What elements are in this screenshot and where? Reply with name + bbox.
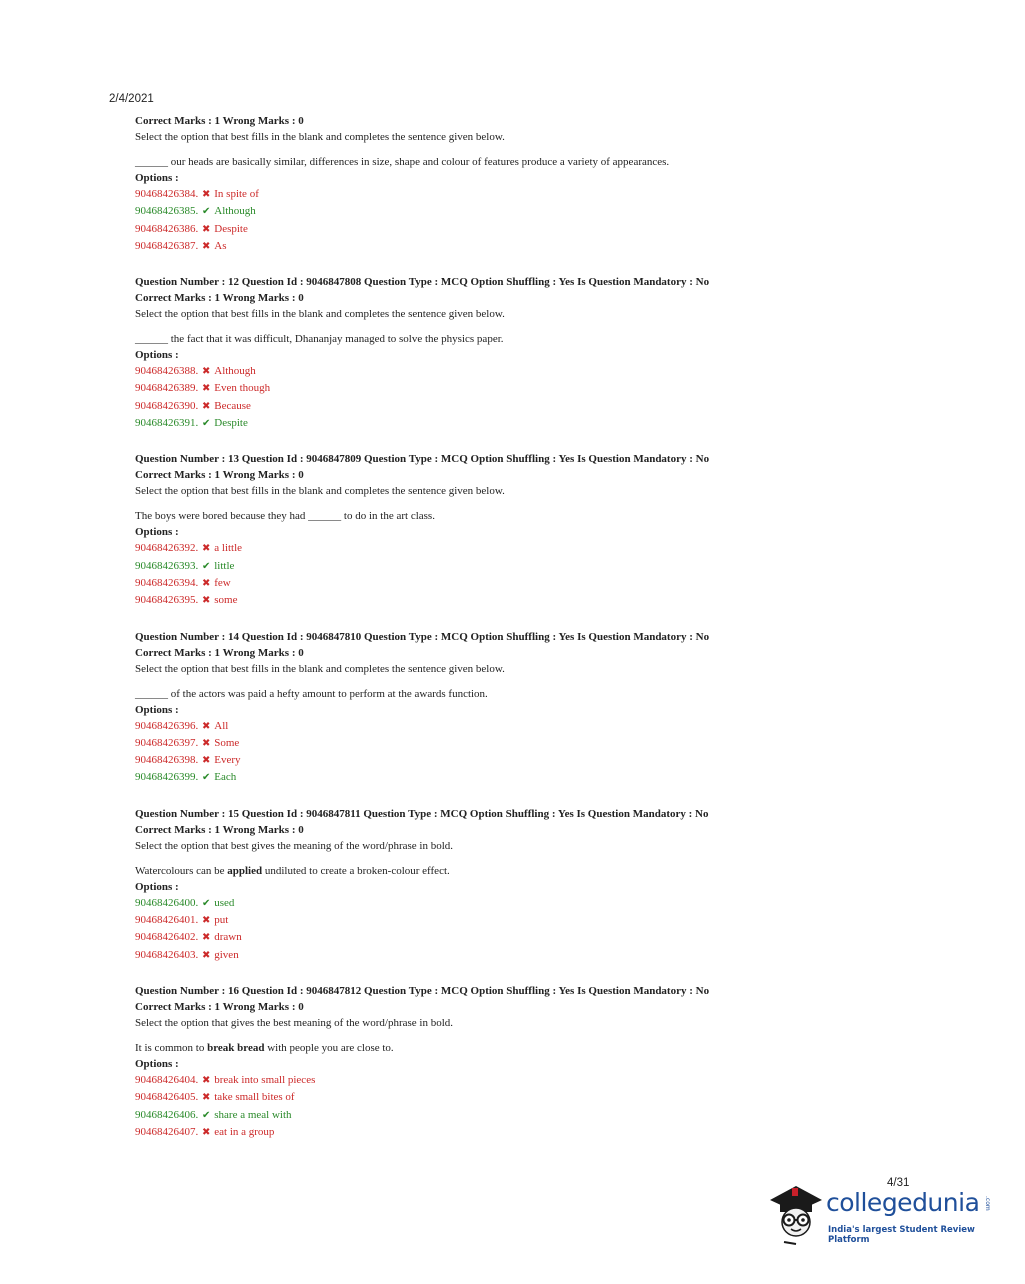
option-text: Despite	[214, 417, 248, 430]
options-label: Options :	[135, 703, 179, 716]
options-label: Options :	[135, 349, 179, 362]
option-row	[135, 735, 775, 752]
option-row	[135, 929, 775, 946]
option-text: few	[214, 576, 231, 589]
question-text	[135, 1040, 775, 1056]
check-icon: ✔	[202, 772, 211, 784]
question-text	[135, 863, 775, 879]
option-id: 90468426395.	[135, 594, 199, 607]
option-row	[135, 558, 775, 575]
option-row	[135, 895, 775, 912]
option-id: 90468426397.	[135, 736, 199, 749]
mascot-icon	[766, 1178, 826, 1248]
option-id: 90468426396.	[135, 719, 199, 732]
option-row	[135, 1124, 775, 1141]
instruction-line: Select the option that best fills in the blank and completes the sentence given below.	[135, 485, 505, 498]
option-row	[135, 186, 775, 203]
cross-icon: ✖	[202, 383, 211, 395]
option-row	[135, 363, 775, 380]
cross-icon: ✖	[202, 366, 211, 378]
question-text: ______ our heads are basically similar, differences in size, shape and colour of features produce a variety of appearances.	[135, 156, 670, 168]
instruction-line: Select the option that gives the best meaning of the word/phrase in bold.	[135, 1016, 454, 1029]
option-text: drawn	[214, 931, 242, 944]
option-row	[135, 380, 775, 397]
option-id: 90468426399.	[135, 771, 199, 784]
option-text: take small bites of	[214, 1091, 295, 1104]
cross-icon: ✖	[202, 1126, 211, 1138]
option-text: used	[214, 896, 235, 909]
options-list	[135, 186, 775, 255]
question-text-part: undiluted to create a broken-colour effect.	[262, 864, 450, 877]
option-row	[135, 912, 775, 929]
option-row	[135, 718, 775, 735]
question-text	[135, 508, 775, 524]
option-text: break into small pieces	[214, 1073, 316, 1086]
question-block	[135, 806, 775, 964]
logo-dotcom: .com	[984, 1196, 991, 1211]
option-text: Every	[214, 754, 241, 767]
option-id: 90468426401.	[135, 914, 199, 927]
instruction-line: Select the option that best fills in the blank and completes the sentence given below.	[135, 308, 505, 321]
cross-icon: ✖	[202, 240, 211, 252]
option-id: 90468426407.	[135, 1125, 199, 1138]
marks-line: Correct Marks : 1 Wrong Marks : 0	[135, 1000, 304, 1013]
option-id: 90468426393.	[135, 559, 199, 572]
option-text: Because	[214, 399, 251, 412]
option-text: Each	[214, 771, 237, 784]
option-id: 90468426404.	[135, 1073, 199, 1086]
option-id: 90468426390.	[135, 399, 199, 412]
question-text-part: It is common to	[135, 1041, 208, 1054]
option-row	[135, 1089, 775, 1106]
cross-icon: ✖	[202, 915, 211, 927]
question-header: Question Number : 12 Question Id : 9046847808 Question Type : MCQ Option Shuffling : Yes Is Question Mandatory : No	[135, 276, 710, 289]
cross-icon: ✖	[202, 1092, 211, 1104]
options-label: Options :	[135, 172, 179, 184]
option-row	[135, 769, 775, 786]
options-list	[135, 363, 775, 432]
option-id: 90468426398.	[135, 754, 199, 767]
option-row	[135, 398, 775, 415]
cross-icon: ✖	[202, 189, 211, 200]
question-text	[135, 331, 775, 347]
question-text	[135, 686, 775, 702]
print-date: 2/4/2021	[109, 93, 154, 105]
logo-wordmark: collegedunia	[826, 1188, 980, 1217]
option-id: 90468426403.	[135, 948, 199, 961]
option-text: Although	[214, 205, 256, 218]
option-row	[135, 540, 775, 557]
option-id: 90468426391.	[135, 417, 199, 430]
option-text: Some	[214, 736, 240, 749]
options-list	[135, 718, 775, 787]
question-block	[135, 451, 775, 609]
option-text: given	[214, 948, 239, 961]
question-block-11	[135, 113, 775, 255]
question-text-part: Watercolours can be	[135, 864, 228, 877]
option-row	[135, 947, 775, 964]
option-id: 90468426405.	[135, 1091, 199, 1104]
cross-icon: ✖	[202, 932, 211, 944]
cross-icon: ✖	[202, 720, 211, 732]
page-number: 4/31	[887, 1177, 910, 1189]
cross-icon: ✖	[202, 1074, 211, 1086]
options-list	[135, 1072, 775, 1141]
check-icon: ✔	[202, 560, 211, 572]
option-row	[135, 752, 775, 769]
cross-icon: ✖	[202, 577, 211, 589]
logo-tagline: India's largest Student Review Platform	[828, 1225, 975, 1245]
option-row	[135, 203, 775, 220]
option-text: share a meal with	[214, 1108, 292, 1121]
marks-line: Correct Marks : 1 Wrong Marks : 0	[135, 115, 304, 127]
option-text: Despite	[214, 222, 248, 235]
options-list	[135, 895, 775, 964]
question-text-part: The boys were bored because they had ______ to do in the art class.	[135, 510, 435, 523]
option-row	[135, 592, 775, 609]
question-header: Question Number : 13 Question Id : 9046847809 Question Type : MCQ Option Shuffling : Yes Is Question Mandatory : No	[135, 453, 710, 466]
option-text: As	[214, 239, 227, 252]
instruction-line: Select the option that best fills in the blank and completes the sentence given below.	[135, 662, 505, 675]
check-icon: ✔	[202, 206, 211, 218]
cross-icon: ✖	[202, 755, 211, 767]
cross-icon: ✖	[202, 949, 211, 961]
cross-icon: ✖	[202, 737, 211, 749]
option-id: 90468426384.	[135, 188, 199, 200]
option-id: 90468426394.	[135, 576, 199, 589]
question-header: Question Number : 15 Question Id : 9046847811 Question Type : MCQ Option Shuffling : Yes Is Question Mandatory : No	[135, 807, 709, 820]
marks-line: Correct Marks : 1 Wrong Marks : 0	[135, 292, 304, 305]
option-id: 90468426392.	[135, 542, 199, 555]
marks-line: Correct Marks : 1 Wrong Marks : 0	[135, 646, 304, 659]
option-id: 90468426406.	[135, 1108, 199, 1121]
cross-icon: ✖	[202, 595, 211, 607]
cross-icon: ✖	[202, 543, 211, 555]
question-text-part: with people you are close to.	[264, 1041, 394, 1054]
option-id: 90468426386.	[135, 222, 199, 235]
option-text: a little	[214, 542, 243, 555]
option-row	[135, 575, 775, 592]
option-id: 90468426385.	[135, 205, 199, 218]
question-block	[135, 629, 775, 787]
option-text: In spite of	[214, 188, 259, 200]
option-text: little	[214, 559, 235, 572]
option-text: eat in a group	[214, 1125, 275, 1138]
options-label: Options :	[135, 880, 179, 893]
option-row	[135, 238, 775, 255]
option-id: 90468426400.	[135, 896, 199, 909]
question-header: Question Number : 16 Question Id : 9046847812 Question Type : MCQ Option Shuffling : Yes Is Question Mandatory : No	[135, 984, 710, 997]
option-text: some	[214, 594, 238, 607]
question-bold-phrase: applied	[227, 864, 263, 877]
cross-icon: ✖	[202, 400, 211, 412]
options-list	[135, 540, 775, 609]
check-icon: ✔	[202, 1109, 211, 1121]
question-block	[135, 983, 775, 1141]
instruction-line: Select the option that best gives the meaning of the word/phrase in bold.	[135, 839, 454, 852]
option-text: All	[214, 719, 229, 732]
check-icon: ✔	[202, 418, 211, 430]
check-icon: ✔	[202, 897, 211, 909]
option-id: 90468426387.	[135, 239, 199, 252]
options-label: Options :	[135, 1057, 179, 1070]
marks-line: Correct Marks : 1 Wrong Marks : 0	[135, 469, 304, 482]
collegedunia-logo	[766, 1178, 996, 1248]
option-row	[135, 1072, 775, 1089]
option-row	[135, 1107, 775, 1124]
option-row	[135, 221, 775, 238]
question-block	[135, 274, 775, 432]
question-text-part: ______ the fact that it was difficult, Dhananjay managed to solve the physics paper.	[135, 333, 504, 346]
option-text: Although	[214, 365, 256, 378]
marks-line: Correct Marks : 1 Wrong Marks : 0	[135, 823, 304, 836]
question-header: Question Number : 14 Question Id : 9046847810 Question Type : MCQ Option Shuffling : Yes Is Question Mandatory : No	[135, 630, 710, 643]
cross-icon: ✖	[202, 223, 211, 235]
option-text: put	[214, 914, 229, 927]
option-text: Even though	[214, 382, 271, 395]
exam-content	[135, 113, 775, 1141]
option-row	[135, 415, 775, 432]
question-bold-phrase: break bread	[207, 1041, 265, 1054]
instruction-line: Select the option that best fills in the blank and completes the sentence given below.	[135, 131, 505, 143]
question-text-part: ______ of the actors was paid a hefty amount to perform at the awards function.	[135, 687, 488, 700]
options-label: Options :	[135, 526, 179, 539]
option-id: 90468426389.	[135, 382, 199, 395]
option-id: 90468426402.	[135, 931, 199, 944]
option-id: 90468426388.	[135, 365, 199, 378]
